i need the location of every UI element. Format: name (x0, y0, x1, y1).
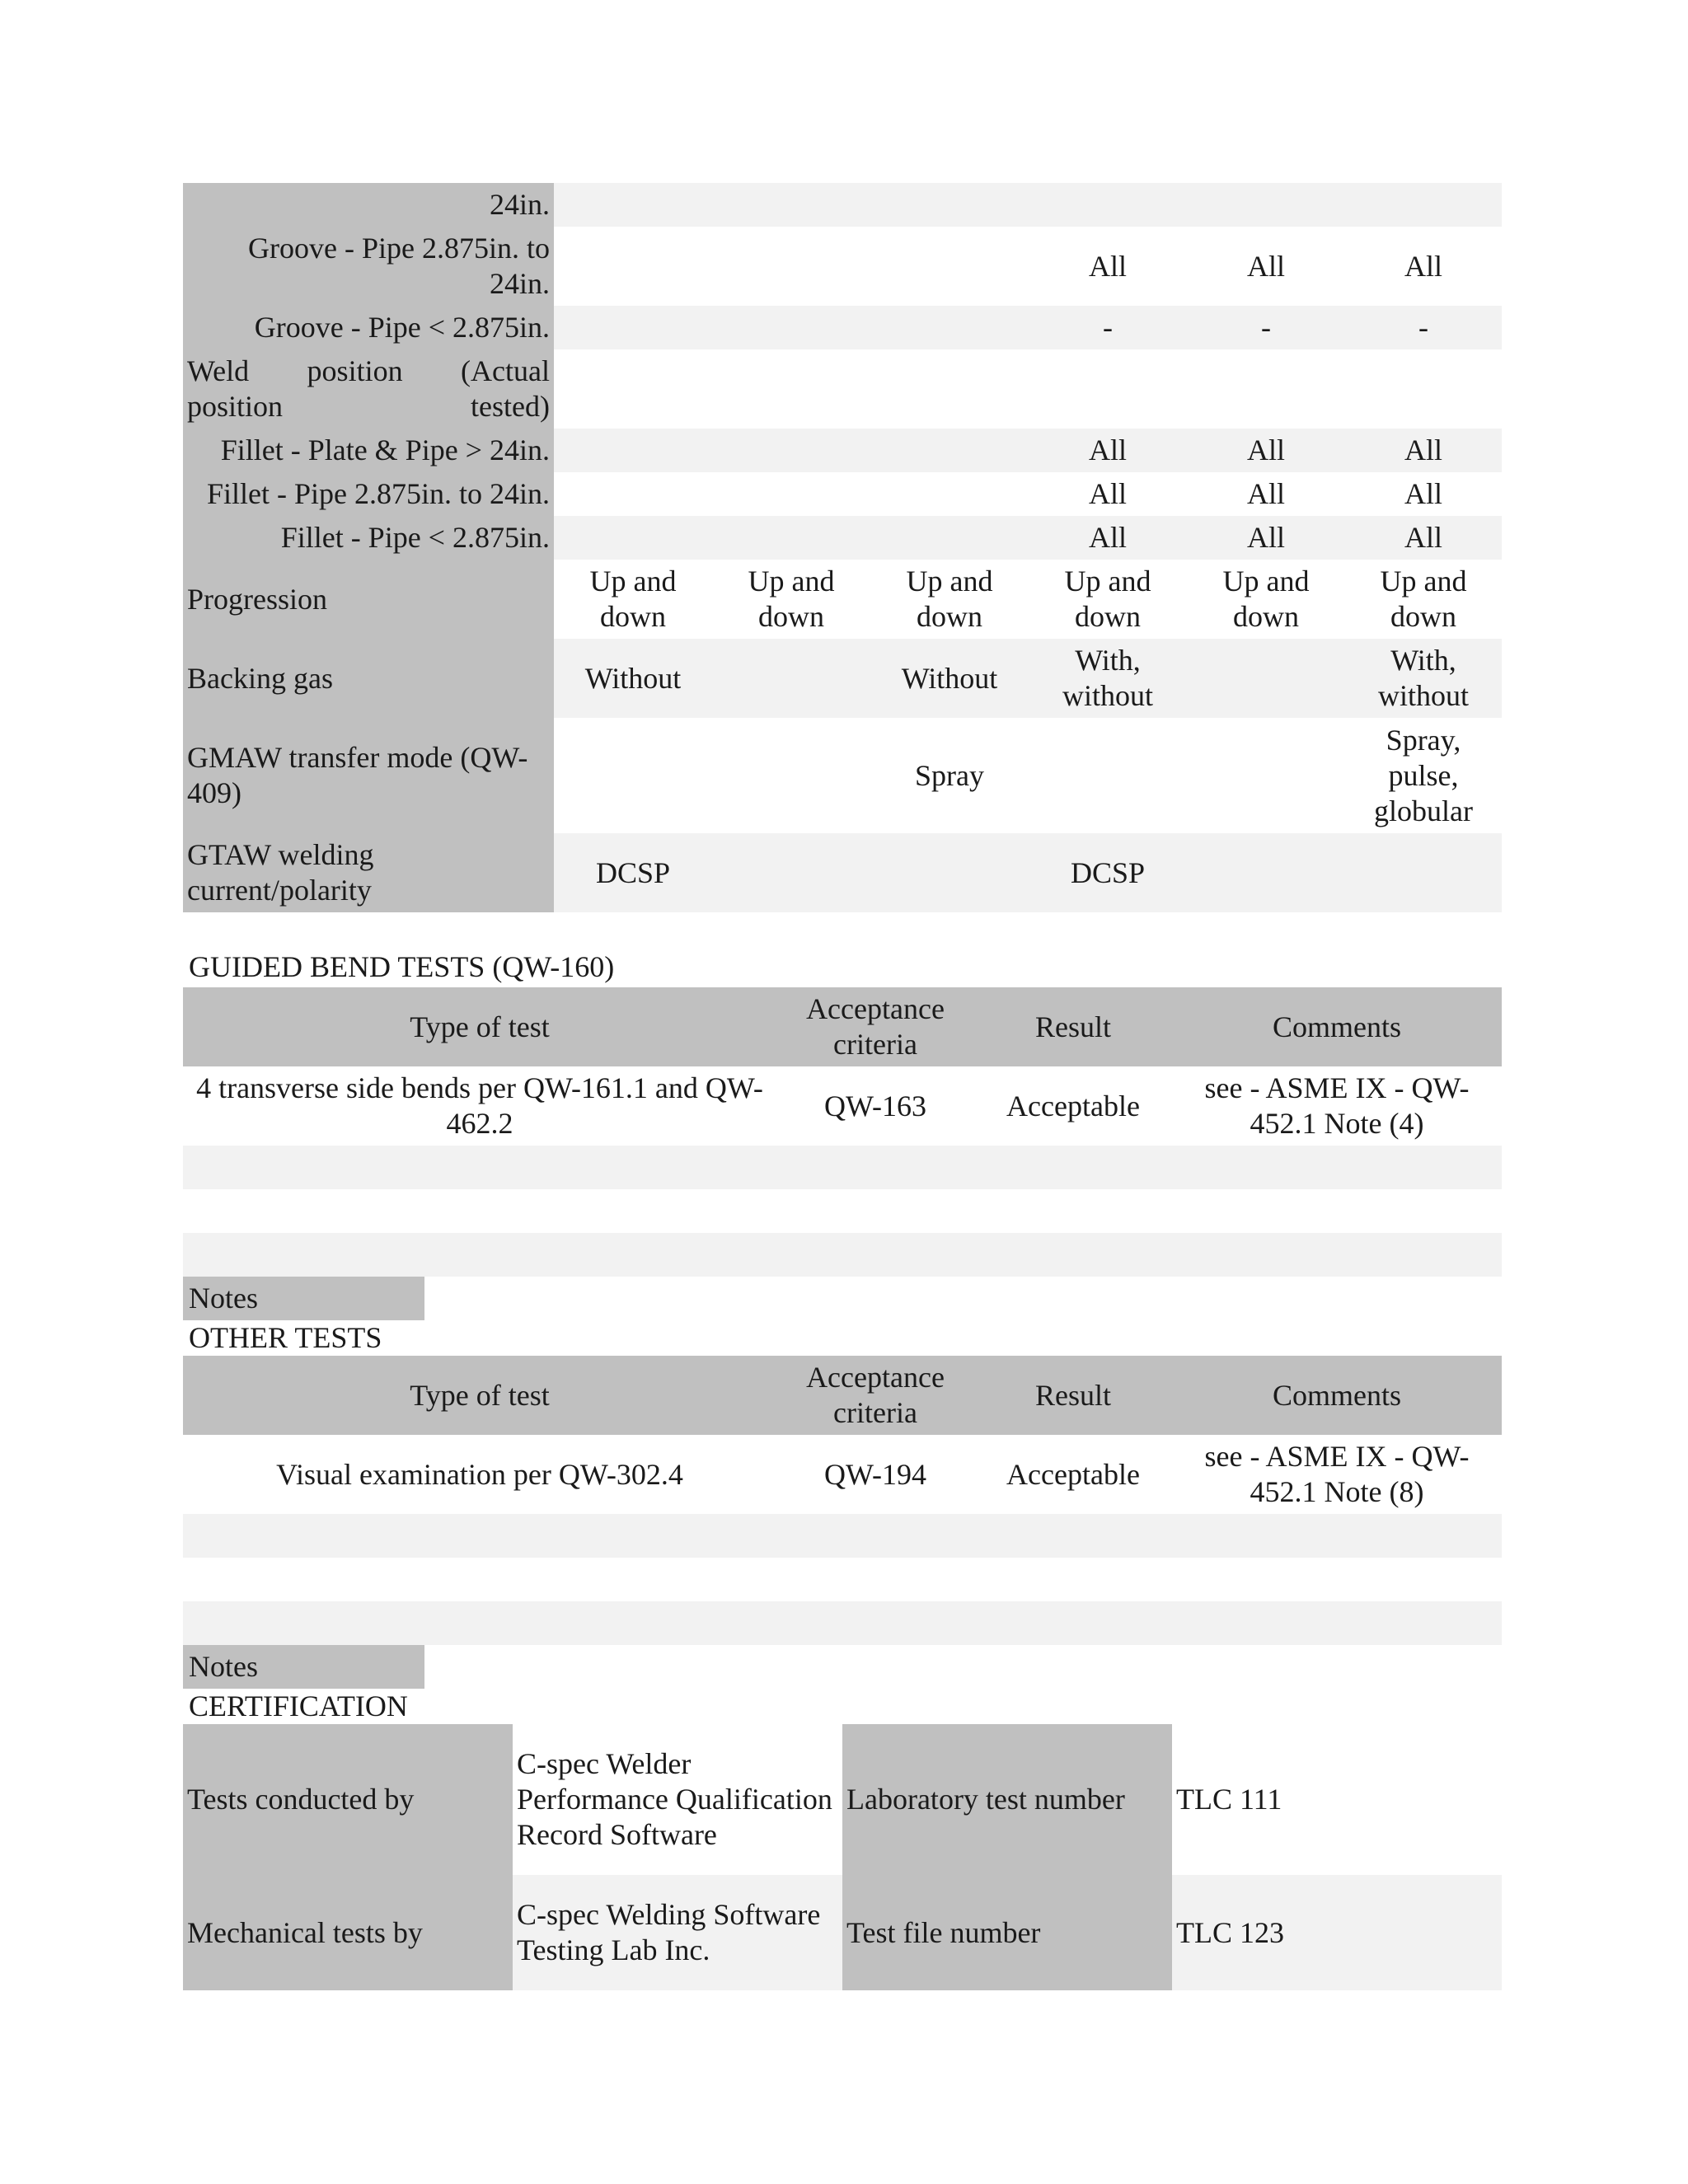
empty-row (183, 1514, 1502, 1558)
row-value (1187, 349, 1345, 429)
empty-row (183, 1233, 1502, 1277)
row-value: All (1029, 472, 1187, 516)
qualification-row (183, 833, 1502, 912)
cell-type-of-test: 4 transverse side bends per QW-161.1 and QW-462.2 (196, 1071, 763, 1140)
row-value (1029, 183, 1187, 227)
cell-acceptance-criteria: QW-163 (824, 1089, 926, 1122)
row-label: Groove - Pipe 2.875in. to 24in. (183, 227, 554, 306)
row-value (870, 183, 1029, 227)
laboratory-test-number-value: TLC 111 (1176, 1783, 1282, 1816)
header-acceptance-criteria: Acceptance criteria (776, 1356, 974, 1435)
row-value (712, 429, 870, 472)
row-value: Up and down (1029, 560, 1187, 639)
laboratory-test-number-label: Laboratory test number (842, 1724, 1172, 1875)
row-value (1187, 639, 1345, 718)
empty-row (183, 1146, 1502, 1189)
row-value (1029, 718, 1187, 833)
row-value (712, 639, 870, 718)
qualification-row (183, 429, 1502, 472)
cell-result: Acceptable (1006, 1089, 1140, 1122)
test-file-number-value: TLC 123 (1172, 1875, 1502, 1990)
row-value (554, 306, 712, 349)
row-value (554, 516, 712, 560)
row-value: Spray (870, 718, 1029, 833)
row-value (1345, 833, 1502, 912)
qualification-row (183, 306, 1502, 349)
notes-label: Notes (183, 1277, 424, 1320)
row-label: GTAW welding current/polarity (183, 833, 554, 912)
row-label: Fillet - Plate & Pipe > 24in. (183, 429, 554, 472)
row-value (712, 833, 870, 912)
mechanical-tests-by-value: C-spec Welding Software Testing Lab Inc. (513, 1875, 842, 1990)
qualification-row (183, 718, 1502, 833)
qualification-row (183, 183, 1502, 227)
row-label: Progression (183, 560, 554, 639)
row-label: GMAW transfer mode (QW-409) (183, 718, 554, 833)
header-comments: Comments (1172, 1356, 1502, 1435)
row-value: DCSP (554, 833, 712, 912)
row-value (870, 429, 1029, 472)
header-type-of-test: Type of test (183, 987, 776, 1066)
row-value (870, 227, 1029, 306)
row-value (554, 429, 712, 472)
qualification-row (183, 516, 1502, 560)
cell-comments: see - ASME IX - QW-452.1 Note (4) (1204, 1071, 1470, 1140)
header-result: Result (974, 1356, 1172, 1435)
guided-bend-table (183, 987, 1502, 1277)
qualification-row (183, 227, 1502, 306)
row-value: With, without (1345, 639, 1502, 718)
row-value: DCSP (1029, 833, 1187, 912)
row-value (712, 227, 870, 306)
row-value: All (1187, 227, 1345, 306)
empty-row (183, 1558, 1502, 1601)
row-value (1345, 349, 1502, 429)
row-value: Up and down (554, 560, 712, 639)
certification-title: CERTIFICATION (189, 1690, 408, 1722)
row-label: 24in. (183, 183, 554, 227)
row-value: Up and down (1187, 560, 1345, 639)
row-label: Backing gas (183, 639, 554, 718)
notes-label: Notes (183, 1645, 424, 1689)
row-value (712, 718, 870, 833)
row-value: With, without (1029, 639, 1187, 718)
row-value: - (1029, 306, 1187, 349)
test-file-number-label: Test file number (842, 1875, 1172, 1990)
row-value (1029, 349, 1187, 429)
row-value (554, 227, 712, 306)
row-value (870, 306, 1029, 349)
other-tests-table (183, 1356, 1502, 1645)
row-value: All (1345, 472, 1502, 516)
row-value: - (1187, 306, 1345, 349)
cell-comments: see - ASME IX - QW-452.1 Note (8) (1204, 1440, 1470, 1508)
row-value: All (1029, 516, 1187, 560)
row-value (1187, 183, 1345, 227)
row-label: Fillet - Pipe < 2.875in. (183, 516, 554, 560)
mechanical-tests-by-label: Mechanical tests by (183, 1875, 513, 1990)
certification-table (183, 1724, 1502, 1990)
row-value (554, 183, 712, 227)
other-tests-title: OTHER TESTS (189, 1321, 382, 1354)
tests-conducted-by-value: C-spec Welder Performance Qualification Record Software (517, 1747, 832, 1851)
cell-type-of-test: Visual examination per QW-302.4 (276, 1457, 683, 1491)
row-value (870, 472, 1029, 516)
row-value: All (1345, 429, 1502, 472)
row-value (712, 472, 870, 516)
row-value: Up and down (712, 560, 870, 639)
row-value: Spray, pulse, globular (1345, 718, 1502, 833)
row-label: Weld position (Actual position tested) (183, 349, 554, 429)
qualification-row (183, 349, 1502, 429)
row-value (712, 306, 870, 349)
row-label: Groove - Pipe < 2.875in. (183, 306, 554, 349)
row-value: - (1345, 306, 1502, 349)
header-acceptance-criteria: Acceptance criteria (776, 987, 974, 1066)
row-value: All (1029, 429, 1187, 472)
row-value (712, 516, 870, 560)
row-value (1187, 718, 1345, 833)
row-value: All (1187, 429, 1345, 472)
row-value (712, 183, 870, 227)
qualification-row (183, 560, 1502, 639)
qualification-row (183, 472, 1502, 516)
row-value: Up and down (1345, 560, 1502, 639)
row-value: Without (554, 639, 712, 718)
header-comments: Comments (1172, 987, 1502, 1066)
row-value (870, 349, 1029, 429)
row-value (554, 349, 712, 429)
cell-result: Acceptable (1006, 1457, 1140, 1491)
qualification-table (183, 183, 1502, 912)
row-label: Fillet - Pipe 2.875in. to 24in. (183, 472, 554, 516)
header-type-of-test: Type of test (183, 1356, 776, 1435)
row-value: Without (870, 639, 1029, 718)
row-value: All (1345, 516, 1502, 560)
row-value: All (1345, 227, 1502, 306)
document-page (183, 183, 1502, 1990)
guided-bend-title: GUIDED BEND TESTS (QW-160) (189, 950, 615, 983)
row-value (870, 833, 1029, 912)
row-value (870, 516, 1029, 560)
empty-row (183, 1601, 1502, 1645)
header-result: Result (974, 987, 1172, 1066)
row-value (554, 472, 712, 516)
empty-row (183, 1189, 1502, 1233)
cell-acceptance-criteria: QW-194 (824, 1457, 926, 1491)
row-value: All (1187, 516, 1345, 560)
row-value (1345, 183, 1502, 227)
tests-conducted-by-label: Tests conducted by (183, 1724, 513, 1875)
row-value (1187, 833, 1345, 912)
row-value: All (1187, 472, 1345, 516)
qualification-row (183, 639, 1502, 718)
row-value (554, 718, 712, 833)
row-value (712, 349, 870, 429)
row-value: Up and down (870, 560, 1029, 639)
row-value: All (1029, 227, 1187, 306)
